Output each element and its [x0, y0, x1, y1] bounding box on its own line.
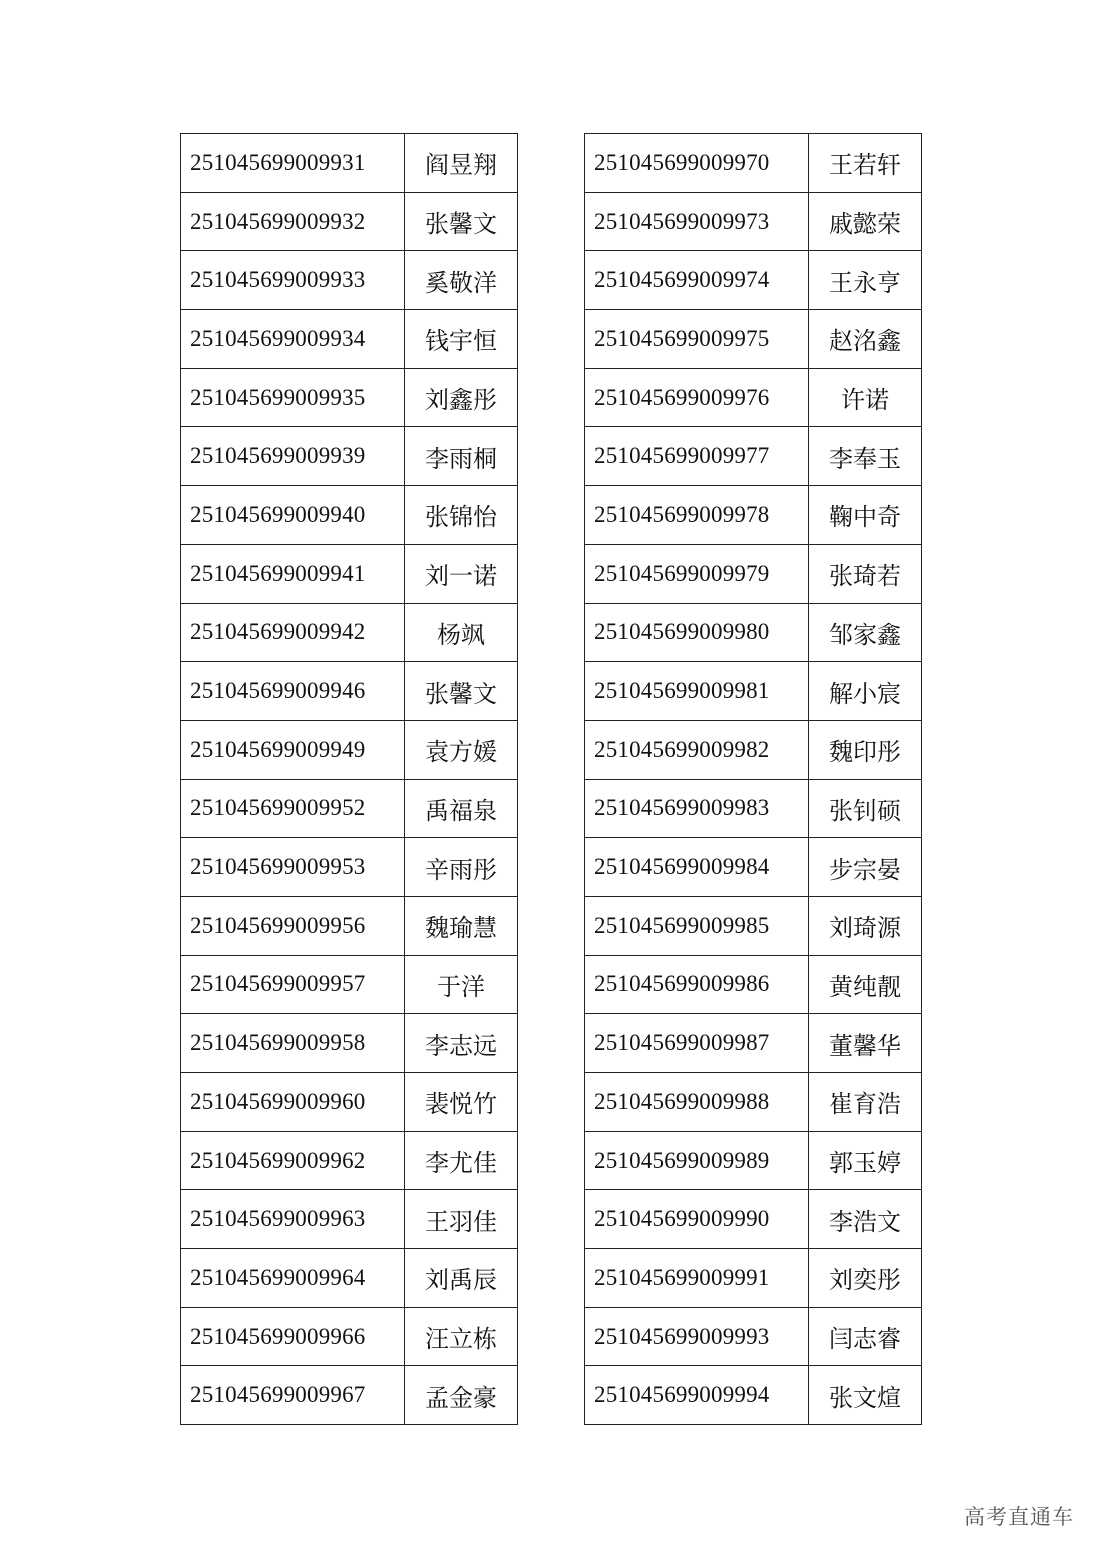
candidate-name-cell: 刘鑫彤 — [405, 368, 518, 427]
table-row — [585, 486, 922, 545]
candidate-name-cell: 魏印彤 — [809, 720, 922, 779]
table-row — [585, 896, 922, 955]
candidate-name-cell: 辛雨彤 — [405, 838, 518, 897]
table-row — [585, 1014, 922, 1073]
candidate-id-cell: 251045699009987 — [585, 1014, 809, 1073]
table-row — [585, 192, 922, 251]
candidate-id-cell: 251045699009991 — [585, 1249, 809, 1308]
watermark-text: 高考直通车 — [964, 1505, 1074, 1529]
table-row — [585, 134, 922, 193]
candidate-id-cell: 251045699009988 — [585, 1073, 809, 1132]
candidate-name-cell: 邹家鑫 — [809, 603, 922, 662]
candidate-id-cell: 251045699009990 — [585, 1190, 809, 1249]
candidate-id-cell: 251045699009970 — [585, 134, 809, 193]
candidate-name-cell: 刘一诺 — [405, 544, 518, 603]
candidate-name-cell: 李志远 — [405, 1014, 518, 1073]
table-row — [585, 603, 922, 662]
left-roster-body — [181, 134, 518, 1425]
candidate-id-cell: 251045699009964 — [181, 1249, 405, 1308]
table-row — [181, 955, 518, 1014]
candidate-name-cell: 张琦若 — [809, 544, 922, 603]
candidate-id-cell: 251045699009962 — [181, 1131, 405, 1190]
candidate-id-cell: 251045699009980 — [585, 603, 809, 662]
table-row — [585, 955, 922, 1014]
candidate-name-cell: 闫志睿 — [809, 1307, 922, 1366]
table-row — [585, 662, 922, 721]
candidate-name-cell: 董馨华 — [809, 1014, 922, 1073]
table-row — [585, 1190, 922, 1249]
table-row — [181, 779, 518, 838]
candidate-name-cell: 于洋 — [405, 955, 518, 1014]
table-row — [585, 1249, 922, 1308]
candidate-id-cell: 251045699009983 — [585, 779, 809, 838]
candidate-id-cell: 251045699009956 — [181, 896, 405, 955]
candidate-name-cell: 许诺 — [809, 368, 922, 427]
candidate-id-cell: 251045699009993 — [585, 1307, 809, 1366]
candidate-id-cell: 251045699009934 — [181, 310, 405, 369]
table-row — [181, 192, 518, 251]
candidate-name-cell: 张馨文 — [405, 192, 518, 251]
table-row — [181, 1131, 518, 1190]
candidate-name-cell: 裴悦竹 — [405, 1073, 518, 1132]
candidate-name-cell: 刘禹辰 — [405, 1249, 518, 1308]
candidate-id-cell: 251045699009982 — [585, 720, 809, 779]
candidate-name-cell: 钱宇恒 — [405, 310, 518, 369]
candidate-name-cell: 杨飒 — [405, 603, 518, 662]
candidate-name-cell: 李奉玉 — [809, 427, 922, 486]
right-roster-table — [584, 133, 922, 1425]
candidate-name-cell: 李雨桐 — [405, 427, 518, 486]
table-row — [585, 310, 922, 369]
candidate-name-cell: 鞠中奇 — [809, 486, 922, 545]
table-row — [181, 368, 518, 427]
candidate-name-cell: 赵洺鑫 — [809, 310, 922, 369]
candidate-name-cell: 解小宸 — [809, 662, 922, 721]
candidate-name-cell: 戚懿荣 — [809, 192, 922, 251]
table-row — [181, 662, 518, 721]
table-row — [585, 1366, 922, 1425]
candidate-id-cell: 251045699009973 — [585, 192, 809, 251]
candidate-id-cell: 251045699009989 — [585, 1131, 809, 1190]
candidate-id-cell: 251045699009994 — [585, 1366, 809, 1425]
candidate-name-cell: 张馨文 — [405, 662, 518, 721]
candidate-name-cell: 刘奕彤 — [809, 1249, 922, 1308]
right-roster-body — [585, 134, 922, 1425]
candidate-id-cell: 251045699009935 — [181, 368, 405, 427]
candidate-id-cell: 251045699009985 — [585, 896, 809, 955]
table-row — [585, 720, 922, 779]
table-row — [181, 720, 518, 779]
table-row — [585, 838, 922, 897]
table-row — [181, 134, 518, 193]
table-row — [585, 368, 922, 427]
candidate-id-cell: 251045699009967 — [181, 1366, 405, 1425]
candidate-id-cell: 251045699009933 — [181, 251, 405, 310]
candidate-id-cell: 251045699009960 — [181, 1073, 405, 1132]
candidate-name-cell: 刘琦源 — [809, 896, 922, 955]
table-row — [181, 251, 518, 310]
candidate-id-cell: 251045699009984 — [585, 838, 809, 897]
candidate-id-cell: 251045699009940 — [181, 486, 405, 545]
table-row — [585, 1307, 922, 1366]
candidate-id-cell: 251045699009977 — [585, 427, 809, 486]
table-row — [181, 486, 518, 545]
candidate-id-cell: 251045699009939 — [181, 427, 405, 486]
candidate-id-cell: 251045699009976 — [585, 368, 809, 427]
candidate-id-cell: 251045699009966 — [181, 1307, 405, 1366]
candidate-id-cell: 251045699009942 — [181, 603, 405, 662]
candidate-name-cell: 郭玉婷 — [809, 1131, 922, 1190]
candidate-name-cell: 汪立栋 — [405, 1307, 518, 1366]
candidate-id-cell: 251045699009979 — [585, 544, 809, 603]
candidate-name-cell: 张钊硕 — [809, 779, 922, 838]
candidate-name-cell: 张文煊 — [809, 1366, 922, 1425]
table-row — [181, 1366, 518, 1425]
candidate-name-cell: 阎昱翔 — [405, 134, 518, 193]
candidate-name-cell: 魏瑜慧 — [405, 896, 518, 955]
candidate-id-cell: 251045699009941 — [181, 544, 405, 603]
candidate-id-cell: 251045699009978 — [585, 486, 809, 545]
candidate-id-cell: 251045699009952 — [181, 779, 405, 838]
table-row — [585, 427, 922, 486]
candidate-name-cell: 张锦怡 — [405, 486, 518, 545]
candidate-name-cell: 孟金豪 — [405, 1366, 518, 1425]
candidate-name-cell: 奚敬洋 — [405, 251, 518, 310]
table-row — [585, 544, 922, 603]
candidate-id-cell: 251045699009981 — [585, 662, 809, 721]
candidate-id-cell: 251045699009963 — [181, 1190, 405, 1249]
table-row — [181, 1249, 518, 1308]
candidate-id-cell: 251045699009974 — [585, 251, 809, 310]
table-row — [181, 603, 518, 662]
table-row — [585, 1131, 922, 1190]
candidate-id-cell: 251045699009946 — [181, 662, 405, 721]
table-row — [181, 896, 518, 955]
candidate-id-cell: 251045699009986 — [585, 955, 809, 1014]
table-row — [181, 544, 518, 603]
table-row — [181, 310, 518, 369]
table-row — [181, 1073, 518, 1132]
table-row — [181, 1014, 518, 1073]
candidate-name-cell: 崔育浩 — [809, 1073, 922, 1132]
candidate-name-cell: 王若轩 — [809, 134, 922, 193]
table-row — [181, 838, 518, 897]
candidate-id-cell: 251045699009958 — [181, 1014, 405, 1073]
candidate-id-cell: 251045699009931 — [181, 134, 405, 193]
table-row — [585, 779, 922, 838]
candidate-name-cell: 李尤佳 — [405, 1131, 518, 1190]
candidate-name-cell: 王永亨 — [809, 251, 922, 310]
candidate-name-cell: 李浩文 — [809, 1190, 922, 1249]
candidate-id-cell: 251045699009949 — [181, 720, 405, 779]
candidate-name-cell: 袁方媛 — [405, 720, 518, 779]
table-row — [181, 1307, 518, 1366]
candidate-name-cell: 黄纯靓 — [809, 955, 922, 1014]
table-row — [181, 1190, 518, 1249]
table-row — [585, 1073, 922, 1132]
left-roster-table — [180, 133, 518, 1425]
candidate-name-cell: 禹福泉 — [405, 779, 518, 838]
table-row — [585, 251, 922, 310]
candidate-name-cell: 王羽佳 — [405, 1190, 518, 1249]
candidate-id-cell: 251045699009953 — [181, 838, 405, 897]
candidate-id-cell: 251045699009957 — [181, 955, 405, 1014]
table-row — [181, 427, 518, 486]
candidate-id-cell: 251045699009975 — [585, 310, 809, 369]
candidate-id-cell: 251045699009932 — [181, 192, 405, 251]
candidate-name-cell: 步宗晏 — [809, 838, 922, 897]
